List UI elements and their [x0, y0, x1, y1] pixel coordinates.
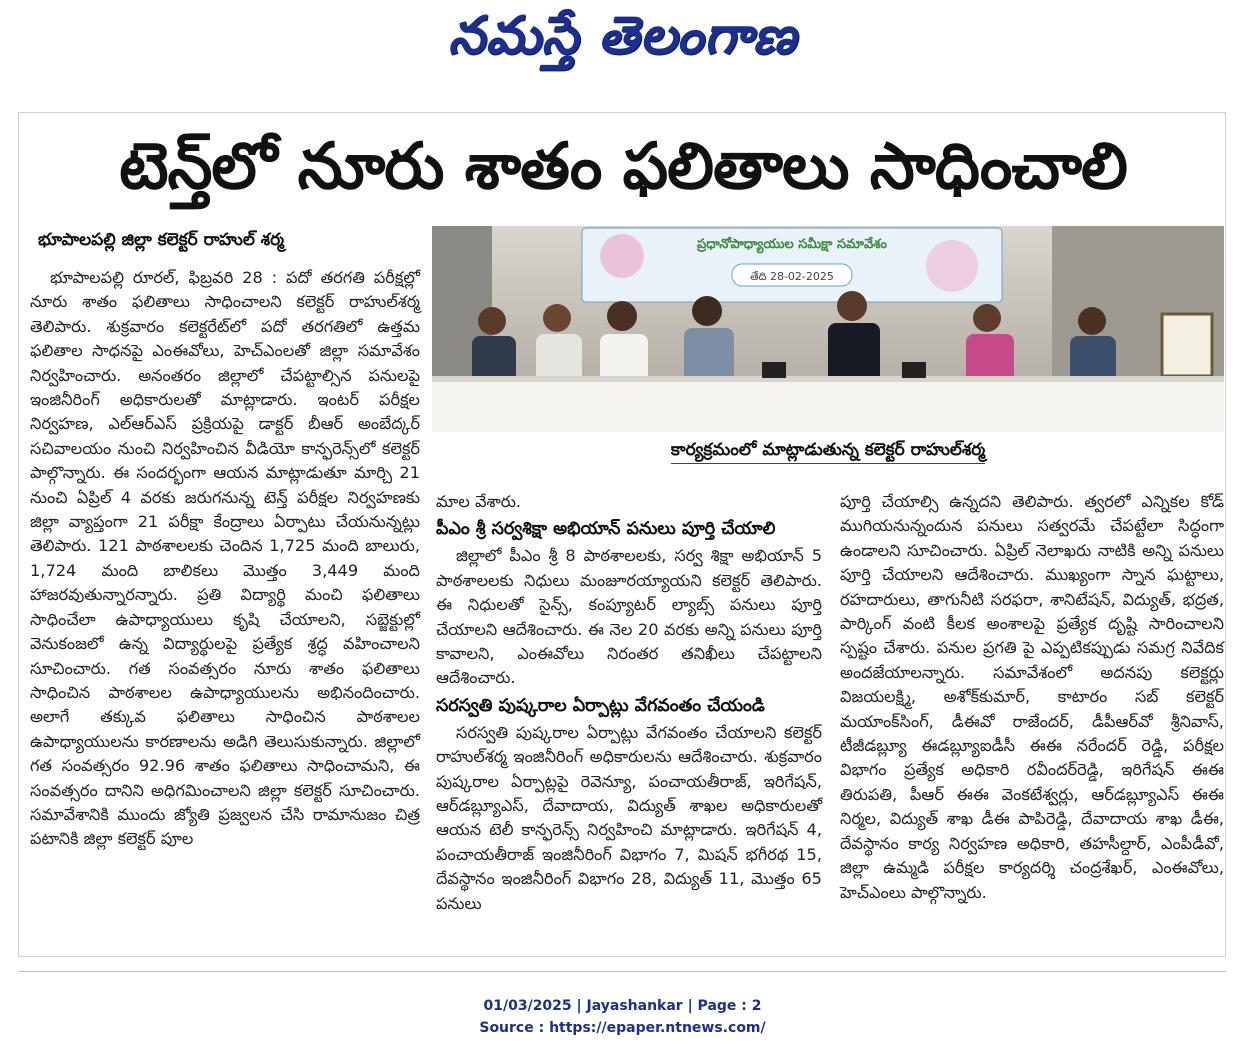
- footer-divider: [18, 971, 1226, 972]
- article-paragraph: సరస్వతి పుష్కరాల ఏర్పాట్లు వేగవంతం చేయాలని కలెక్టర్ రాహుల్‌శర్మ ఇంజినీరింగ్ అధికారులను ఆదేశించారు. శుక్రవారం పుష్కరాల ఏర్పాట్లపై రెవెన్యూ, పంచాయతీరాజ్, ఇరిగేషన్, ఆర్‌డబ్ల్యూఎస్, దేవాదాయ, విద్యుత్ శాఖల అధికారులతో ఆయన టెలీ కాన్ఫరెన్స్ నిర్వహించి మాట్లాడారు. ఇరిగేషన్ 4, పంచాయతీరాజ్ ఇంజినీరింగ్ విభాగం 7, మిషన్ భగీరథ 15, దేవస్థానం ఇంజినీరింగ్ విభాగం 28, విద్యుత్ 11, మొత్తం 65 పనులు: [436, 722, 822, 913]
- article-paragraph: భూపాలపల్లి రూరల్, ఫిబ్రవరి 28 : పదో తరగతి పరీక్షల్లో నూరు శాతం ఫలితాలు సాధించాలని కలెక్టర్ రాహుల్‌శర్మ తెలిపారు. శుక్రవారం కలెక్టరేట్‌లో పదో తరగతిలో ఉత్తమ ఫలితాల సాధనపై ఎంఈవోలు, హెచ్‌ఎంలతో జిల్లా సమావేశం నిర్వహించారు. అనంతరం జిల్లాలో చేపట్టాల్సిన పనులపై ఇంజినీరింగ్ అధికారులతో మాట్లాడారు. ఇంటర్ పరీక్షల నిర్వహణ, ఎల్‌ఆర్‌ఎస్ ప్రక్రియపై డాక్టర్ బీఆర్ అంబేద్కర్ సచివాలయం నుంచి నిర్వహించిన వీడియో కాన్ఫరెన్స్‌లో కలెక్టర్ పాల్గొన్నారు. ఈ సందర్భంగా ఆయన మాట్లాడుతూ మార్చి 21 నుంచి ఏప్రిల్ 4 వరకు జరుగనున్న టెన్త్ పరీక్షల నిర్వహణకు జిల్లా వ్యాప్తంగా 21 పరీక్షా కేంద్రాలు ఏర్పాటు చేయనున్నట్లు తెలిపారు. 121 పాఠశాలలకు చెందిన 1,725 మంది బాలురు, 1,724 మంది బాలికలు మొత్తం 3,449 మంది హాజరవుతున్నారన్నారు. ప్రతి విద్యార్థి మంచి ఫలితాలు సాధించేలా ఉపాధ్యాయులు కృషి చేయాలని, సబ్జెక్టుల్లో వెనుకంజలో ఉన్న విద్యార్థులపై ప్రత్యేక శ్రద్ధ వహించాలని సూచించారు. గత సంవత్సరం నూరు శాతం ఫలితాలు సాధించిన పాఠశాలల ఉపాధ్యాయులను అభినందించారు. అలాగే తక్కువ ఫలితాలు సాధించిన పాఠశాలల ఉపాధ్యాయులను కారణాలను అడిగి తెలుసుకున్నారు. జిల్లాలో గత సంవత్సరం 92.96 శాతం ఫలితాలు సాధించామని, ఈ సంవత్సరం దానిని అధిగమించాలని జిల్లా కలెక్టర్ సూచించారు. సమావేశానికి ముందు జ్యోతి ప్రజ్వలన చేసి రామానుజం చిత్ర పటానికి జిల్లా కలెక్టర్ పూల: [30, 268, 420, 849]
- article-paragraph: పూర్తి చేయాల్సి ఉన్నదని తెలిపారు. త్వరలో ఎన్నికల కోడ్ ముగియనున్నందున పనులు సత్వరమే చేపట్టేలా సిద్ధంగా ఉండాలని సూచించారు. ఏప్రిల్ నెలాఖరు నాటికి అన్ని పనులు పూర్తి చేయాలని ఆదేశించారు. ముఖ్యంగా స్నాన ఘట్టాలు, రహదారులు, తాగునీటి సరఫరా, శానిటేషన్, విద్యుత్, భద్రత, పార్కింగ్ వంటి కీలక అంశాలపై ప్రత్యేక దృష్టి సారించాలని స్పష్టం చేశారు. పనుల ప్రగతి పై ఎప్పటికప్పుడు సమగ్ర నివేదిక అందజేయాలన్నారు. సమావేశంలో అదనపు కలెక్టర్లు విజయలక్ష్మి, అశోక్‌కుమార్, కాటారం సబ్ కలెక్టర్ మయాంక్‌సింగ్, డీఈవో రాజేందర్, డీపీఆర్‌వో శ్రీనివాస్, టీజీడబ్ల్యూ ఈడబ్ల్యూఐడీసీ ఈఈ నరేందర్ రెడ్డి, పరీక్షల విభాగం ప్రత్యేక అధికారి రవీందర్‌రెడ్డి, ఇరిగేషన్ ఈఈ తిరుపతి, పీఆర్ ఈఈ వెంకటేశ్వర్లు, ఆర్‌డబ్ల్యూఎస్ ఈఈ నిర్మల, విద్యుత్ శాఖ డీఈ పాపిరెడ్డి, దేవాదాయ శాఖ డీఈ, దేవస్థానం కార్య నిర్వహణ అధికారి, తహసీల్దార్, ఎంపీడీవో, జిల్లా ఉమ్మడి పరీక్షల కార్యదర్శి చంద్రశేఖర్, ఎంఈవోలు, హెచ్‌ఎంలు పాల్గొన్నారు.: [840, 492, 1224, 902]
- article-paragraph: జిల్లాలో పీఎం శ్రీ 8 పాఠశాలలకు, సర్వ శిక్షా అభియాన్ 5 పాఠశాలలకు నిధులు మంజూరయ్యాయని కలెక్టర్ తెలిపారు. ఈ నిధులతో సైన్స్, కంప్యూటర్ ల్యాబ్స్ పనులు పూర్తి చేయాలని ఆదేశించారు. ఈ నెల 20 వరకు అన్ని పనులు పూర్తి కావాలని, ఎంఈవోలు నిరంతర తనిఖీలు చేపట్టాలని ఆదేశించారు.: [436, 546, 822, 688]
- footer-source: Source : https://epaper.ntnews.com/: [479, 1020, 766, 1036]
- article-column-2: [436, 490, 822, 916]
- headline: టెన్త్‌లో నూరు శాతం ఫలితాలు సాధించాలి: [119, 130, 1127, 204]
- news-photo: [432, 226, 1224, 432]
- byline: భూపాలపల్లి జిల్లా కలెక్టర్ రాహుల్ శర్మ: [38, 230, 285, 250]
- article-column-1: [30, 266, 420, 852]
- masthead: [0, 0, 1245, 86]
- banner-date: తేది 28-02-2025: [750, 270, 834, 283]
- footer-edition-info: 01/03/2025 | Jayashankar | Page : 2: [483, 998, 762, 1014]
- subheading-saraswati-pushkaralu: సరస్వతి పుష్కరాల ఏర్పాట్లు వేగవంతం చేయండి: [436, 695, 765, 716]
- article-column-3: [840, 490, 1224, 905]
- subheading-pm-shri: పీఎం శ్రీ సర్వశిక్షా అభియాన్ పనులు పూర్తి చేయాలి: [436, 519, 776, 540]
- banner-title: ప్రధానోపాధ్యాయుల సమీక్షా సమావేశం: [696, 237, 888, 252]
- masthead-title: నమస్తే తెలంగాణ: [448, 6, 797, 66]
- photo-caption-text: కార్యక్రమంలో మాట్లాడుతున్న కలెక్టర్ రాహుల్‌శర్మ: [671, 440, 985, 464]
- article-paragraph: మాల వేశారు.: [436, 492, 522, 511]
- photo-caption: [432, 440, 1224, 464]
